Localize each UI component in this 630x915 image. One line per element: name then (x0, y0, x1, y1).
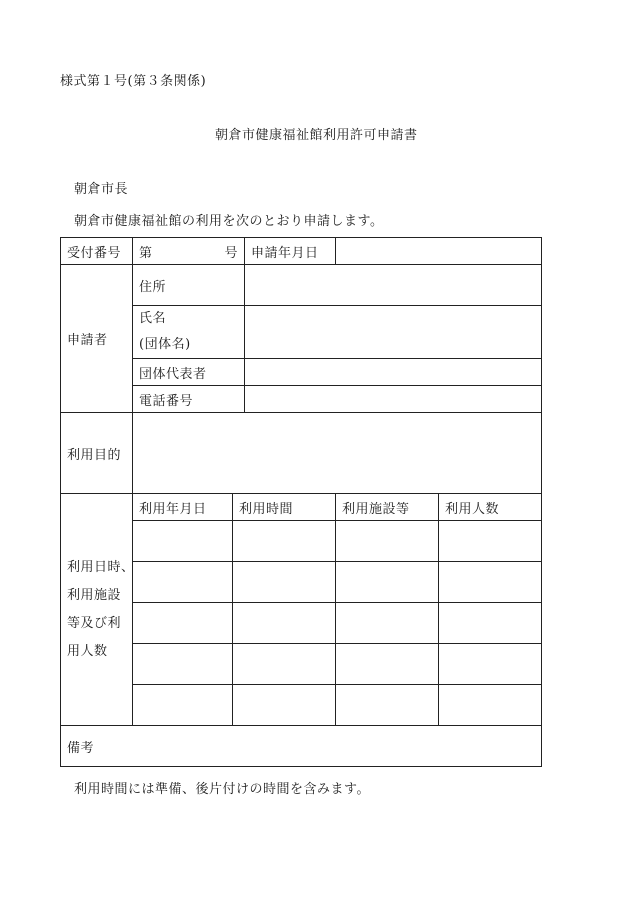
footnote: 利用時間には準備、後片付けの時間を含みます。 (74, 782, 370, 797)
usage-date-cell[interactable] (133, 603, 233, 644)
remarks-row[interactable] (61, 726, 542, 767)
usage-count-cell[interactable] (439, 644, 542, 685)
intro-statement: 朝倉市健康福祉館の利用を次のとおり申請します。 (74, 214, 384, 229)
application-form-table (60, 237, 542, 767)
usage-date-header: 利用年月日 (133, 494, 233, 521)
application-date-field[interactable] (336, 238, 542, 265)
address-label: 住所 (133, 265, 245, 306)
name-field[interactable] (245, 306, 542, 359)
usage-facility-header: 利用施設等 (336, 494, 439, 521)
group-rep-field[interactable] (245, 359, 542, 386)
usage-entry-row (61, 685, 542, 726)
usage-label (61, 494, 133, 726)
usage-count-cell[interactable] (439, 521, 542, 562)
group-name-label: (団体名) (139, 337, 191, 352)
usage-label-line: 等及び利 (67, 615, 122, 631)
form-number: 様式第１号(第３条関係) (60, 74, 207, 89)
name-label: 氏名 (139, 311, 167, 326)
usage-count-cell[interactable] (439, 603, 542, 644)
usage-time-cell[interactable] (233, 644, 336, 685)
group-rep-row (61, 359, 542, 386)
purpose-label: 利用目的 (61, 413, 133, 494)
usage-facility-cell[interactable] (336, 562, 439, 603)
usage-count-header: 利用人数 (439, 494, 542, 521)
receipt-number-prefix: 第 (139, 245, 153, 261)
document-title: 朝倉市健康福祉館利用許可申請書 (215, 128, 418, 143)
usage-label-line: 利用施設 (67, 587, 122, 603)
usage-label-line: 利用日時、 (67, 559, 135, 575)
addressee: 朝倉市長 (74, 182, 129, 197)
phone-row (61, 386, 542, 413)
usage-facility-cell[interactable] (336, 521, 439, 562)
receipt-row (61, 238, 542, 265)
usage-date-cell[interactable] (133, 521, 233, 562)
usage-entry-row (61, 603, 542, 644)
usage-time-cell[interactable] (233, 685, 336, 726)
usage-time-cell[interactable] (233, 562, 336, 603)
usage-facility-cell[interactable] (336, 685, 439, 726)
applicant-label: 申請者 (61, 265, 133, 413)
usage-count-cell[interactable] (439, 562, 542, 603)
usage-date-cell[interactable] (133, 685, 233, 726)
remarks-label: 備考 (61, 726, 542, 767)
usage-date-cell[interactable] (133, 562, 233, 603)
address-field[interactable] (245, 265, 542, 306)
usage-date-cell[interactable] (133, 644, 233, 685)
usage-entry-row (61, 521, 542, 562)
purpose-field[interactable] (133, 413, 542, 494)
name-row (61, 306, 542, 359)
receipt-number-suffix: 号 (224, 245, 238, 261)
usage-label-line: 用人数 (67, 643, 108, 659)
receipt-number-label: 受付番号 (61, 238, 133, 265)
phone-label: 電話番号 (133, 386, 245, 413)
purpose-row (61, 413, 542, 494)
name-label-cell (133, 306, 245, 359)
usage-facility-cell[interactable] (336, 603, 439, 644)
phone-field[interactable] (245, 386, 542, 413)
usage-count-cell[interactable] (439, 685, 542, 726)
usage-entry-row (61, 644, 542, 685)
usage-facility-cell[interactable] (336, 644, 439, 685)
receipt-number-field[interactable] (133, 238, 245, 265)
application-date-label: 申請年月日 (245, 238, 336, 265)
usage-time-cell[interactable] (233, 603, 336, 644)
usage-time-header: 利用時間 (233, 494, 336, 521)
address-row (61, 265, 542, 306)
usage-header-row (61, 494, 542, 521)
group-rep-label: 団体代表者 (133, 359, 245, 386)
usage-time-cell[interactable] (233, 521, 336, 562)
